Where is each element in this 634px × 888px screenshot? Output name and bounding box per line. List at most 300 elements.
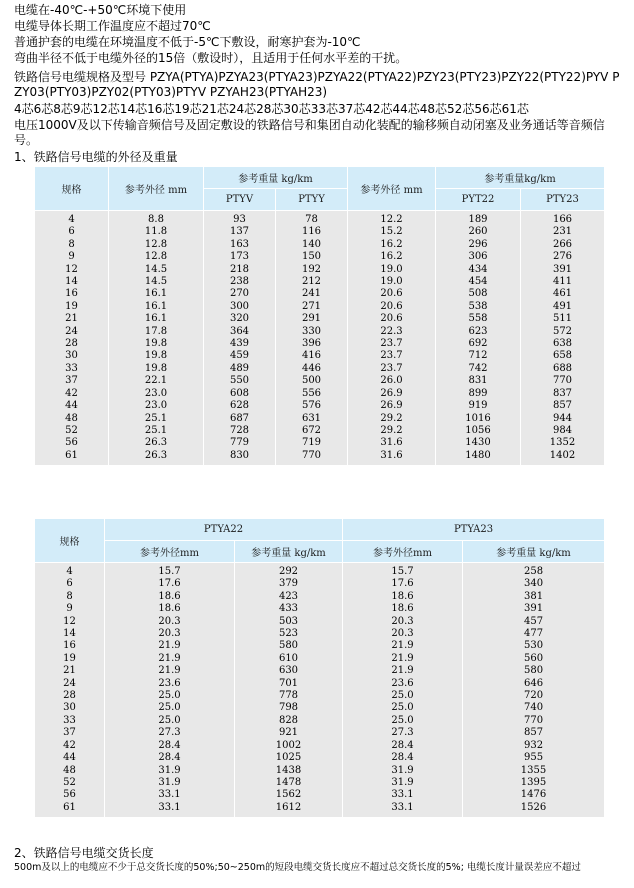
table-cell: 78 — [276, 211, 348, 227]
table-cell: 31.9 — [343, 765, 463, 777]
table-cell: 192 — [276, 264, 348, 276]
table-cell: 21.9 — [343, 640, 463, 652]
table-cell: 1025 — [235, 752, 343, 764]
table-cell: 12 — [35, 264, 109, 276]
table-cell: 687 — [204, 413, 276, 425]
table-cell: 1402 — [521, 450, 605, 465]
table-cell: 742 — [436, 363, 521, 375]
outer-diameter-header: 参考外径 mm — [109, 167, 204, 211]
table-cell: 20.3 — [105, 616, 235, 628]
table-cell: 1430 — [436, 437, 521, 449]
table-row — [35, 363, 605, 375]
table-cell: 27.3 — [105, 727, 235, 739]
table-cell: 16 — [35, 640, 105, 652]
table-cell: 18.6 — [105, 591, 235, 603]
outer-diameter-header-2: 参考外径 mm — [348, 167, 436, 211]
table-cell: 23.7 — [348, 363, 436, 375]
table-cell: 19 — [35, 653, 105, 665]
table-cell: 17.6 — [343, 578, 463, 590]
delivery-length-note: 500m及以上的电缆应不少于总交货长度的50%;50~250m的短段电缆交货长度应不超过总交货长度的5%; 电缆长度计量误差应不超过 — [14, 862, 581, 873]
table-cell: 241 — [276, 288, 348, 300]
table-row — [35, 777, 605, 789]
pty23-header: PTY23 — [521, 189, 605, 211]
table-cell: 20.6 — [348, 313, 436, 325]
table-cell: 550 — [204, 375, 276, 387]
table-cell: 779 — [204, 437, 276, 449]
table-cell: 16.1 — [109, 313, 204, 325]
table-cell: 33.1 — [105, 802, 235, 817]
table-cell: 491 — [521, 301, 605, 313]
table-cell: 28.4 — [105, 752, 235, 764]
table-cell: 25.0 — [105, 690, 235, 702]
table-cell: 20.3 — [343, 628, 463, 640]
weight-header: 参考重量 kg/km — [235, 541, 343, 563]
table-cell: 433 — [235, 603, 343, 615]
ptya22-header: PTYA22 — [105, 519, 343, 541]
table-row — [35, 578, 605, 590]
table-cell: 12 — [35, 616, 105, 628]
table-cell: 770 — [276, 450, 348, 465]
table-cell: 16.1 — [109, 288, 204, 300]
table-cell: 231 — [521, 226, 605, 238]
table-cell: 778 — [235, 690, 343, 702]
table-cell: 623 — [436, 326, 521, 338]
table-cell: 23.7 — [348, 338, 436, 350]
table-cell: 610 — [235, 653, 343, 665]
table-2-body — [35, 563, 605, 818]
table-cell: 364 — [204, 326, 276, 338]
table-row — [35, 740, 605, 752]
table-row — [35, 437, 605, 449]
table-cell: 21.9 — [105, 640, 235, 652]
application-text: 电压1000V及以下传输音频信号及固定敷设的铁路信号和集团自动化装配的输移频自动闭塞及业务通话等音频信号。 — [14, 118, 605, 147]
table-cell: 672 — [276, 425, 348, 437]
diameter-weight-table-1 — [34, 166, 605, 465]
table-row — [35, 301, 605, 313]
section-1-heading: 1、铁路信号电缆的外径及重量 — [14, 150, 178, 164]
table-cell: 508 — [436, 288, 521, 300]
table-cell: 163 — [204, 239, 276, 251]
table-cell: 454 — [436, 276, 521, 288]
table-cell: 166 — [521, 211, 605, 227]
table-row — [35, 425, 605, 437]
table-cell: 31.9 — [105, 765, 235, 777]
table-cell: 26.9 — [348, 388, 436, 400]
table-cell: 19 — [35, 301, 109, 313]
table-cell: 457 — [463, 616, 605, 628]
table-cell: 831 — [436, 375, 521, 387]
table-cell: 44 — [35, 400, 109, 412]
table-cell: 580 — [235, 640, 343, 652]
table-cell: 857 — [521, 400, 605, 412]
table-cell: 137 — [204, 226, 276, 238]
table-cell: 701 — [235, 678, 343, 690]
usage-temperature-text: 电缆在-40℃-+50℃环境下使用 — [14, 3, 187, 17]
table-cell: 26.0 — [348, 375, 436, 387]
table-cell: 61 — [35, 802, 105, 817]
table-cell: 381 — [463, 591, 605, 603]
table-cell: 560 — [463, 653, 605, 665]
table-cell: 919 — [436, 400, 521, 412]
weight-header: 参考重量 kg/km — [204, 167, 348, 189]
table-cell: 692 — [436, 338, 521, 350]
table-cell: 56 — [35, 789, 105, 801]
ptyv-header: PTYV — [204, 189, 276, 211]
table-cell: 8.8 — [109, 211, 204, 227]
table-cell: 1478 — [235, 777, 343, 789]
table-cell: 306 — [436, 251, 521, 263]
table-cell: 434 — [436, 264, 521, 276]
table-cell: 218 — [204, 264, 276, 276]
table-cell: 658 — [521, 350, 605, 362]
table-cell: 21 — [35, 313, 109, 325]
table-cell: 459 — [204, 350, 276, 362]
table-cell: 116 — [276, 226, 348, 238]
table-cell: 8 — [35, 239, 109, 251]
table-cell: 48 — [35, 765, 105, 777]
table-cell: 20.6 — [348, 288, 436, 300]
table-cell: 44 — [35, 752, 105, 764]
table-cell: 899 — [436, 388, 521, 400]
table-cell: 1526 — [463, 802, 605, 817]
table-cell: 14.5 — [109, 276, 204, 288]
table-cell: 1395 — [463, 777, 605, 789]
table-cell: 22.3 — [348, 326, 436, 338]
table-cell: 31.9 — [343, 777, 463, 789]
table-row — [35, 413, 605, 425]
table-row — [35, 226, 605, 238]
table-cell: 720 — [463, 690, 605, 702]
table-row — [35, 239, 605, 251]
table-cell: 30 — [35, 702, 105, 714]
table-row — [35, 338, 605, 350]
table-cell: 23.0 — [109, 400, 204, 412]
table-cell: 61 — [35, 450, 109, 465]
spec-header: 规格 — [35, 167, 109, 211]
table-cell: 798 — [235, 702, 343, 714]
table-cell: 21.9 — [105, 653, 235, 665]
table-cell: 18.6 — [343, 591, 463, 603]
table-cell: 16.2 — [348, 251, 436, 263]
table-cell: 396 — [276, 338, 348, 350]
table-cell: 1476 — [463, 789, 605, 801]
table-cell: 556 — [276, 388, 348, 400]
table-cell: 300 — [204, 301, 276, 313]
table-cell: 33 — [35, 715, 105, 727]
table-cell: 944 — [521, 413, 605, 425]
table-cell: 6 — [35, 226, 109, 238]
table-cell: 837 — [521, 388, 605, 400]
table-cell: 14 — [35, 628, 105, 640]
table-row — [35, 276, 605, 288]
table-cell: 19.0 — [348, 276, 436, 288]
table-cell: 276 — [521, 251, 605, 263]
table-row — [35, 802, 605, 817]
table-cell: 23.6 — [105, 678, 235, 690]
table-cell: 12.8 — [109, 251, 204, 263]
table-row — [35, 765, 605, 777]
table-cell: 8 — [35, 591, 105, 603]
table-cell: 266 — [521, 239, 605, 251]
table-cell: 538 — [436, 301, 521, 313]
table-cell: 270 — [204, 288, 276, 300]
table-cell: 27.3 — [343, 727, 463, 739]
table-cell: 489 — [204, 363, 276, 375]
table-row — [35, 616, 605, 628]
table-cell: 921 — [235, 727, 343, 739]
table-cell: 19.8 — [109, 338, 204, 350]
table-cell: 25.0 — [105, 715, 235, 727]
table-cell: 28 — [35, 690, 105, 702]
table-cell: 23.7 — [348, 350, 436, 362]
table-cell: 21.9 — [343, 653, 463, 665]
table-cell: 93 — [204, 211, 276, 227]
table-cell: 173 — [204, 251, 276, 263]
table-row — [35, 264, 605, 276]
table-cell: 12.8 — [109, 239, 204, 251]
weight-header-2: 参考重量kg/km — [436, 167, 605, 189]
table-cell: 21.9 — [343, 665, 463, 677]
table-cell: 1480 — [436, 450, 521, 465]
table-cell: 56 — [35, 437, 109, 449]
table-1-body — [35, 211, 605, 466]
table-cell: 770 — [463, 715, 605, 727]
table-cell: 638 — [521, 338, 605, 350]
table-cell: 576 — [276, 400, 348, 412]
table-cell: 719 — [276, 437, 348, 449]
table-cell: 140 — [276, 239, 348, 251]
table-cell: 423 — [235, 591, 343, 603]
table-row — [35, 715, 605, 727]
table-cell: 416 — [276, 350, 348, 362]
table-cell: 580 — [463, 665, 605, 677]
table-cell: 503 — [235, 616, 343, 628]
table-cell: 320 — [204, 313, 276, 325]
table-row — [35, 388, 605, 400]
weight-header-2: 参考重量 kg/km — [463, 541, 605, 563]
table-row — [35, 251, 605, 263]
table-row — [35, 563, 605, 579]
table-cell: 511 — [521, 313, 605, 325]
table-cell: 296 — [436, 239, 521, 251]
table-cell: 31.6 — [348, 450, 436, 465]
table-cell: 628 — [204, 400, 276, 412]
table-cell: 31.9 — [105, 777, 235, 789]
table-cell: 330 — [276, 326, 348, 338]
spec-header: 规格 — [35, 519, 105, 563]
table-cell: 830 — [204, 450, 276, 465]
table-cell: 728 — [204, 425, 276, 437]
table-cell: 1562 — [235, 789, 343, 801]
table-cell: 291 — [276, 313, 348, 325]
bending-radius-text: 弯曲半径不低于电缆外径的15倍（敷设时），且适用于任何水平差的干扰。 — [14, 51, 408, 65]
table-cell: 29.2 — [348, 425, 436, 437]
table-row — [35, 727, 605, 739]
table-cell: 42 — [35, 388, 109, 400]
table-row — [35, 326, 605, 338]
table-cell: 608 — [204, 388, 276, 400]
diameter-weight-table-2 — [34, 518, 605, 817]
table-row — [35, 702, 605, 714]
table-cell: 1438 — [235, 765, 343, 777]
table-cell: 28 — [35, 338, 109, 350]
table-cell: 23.0 — [109, 388, 204, 400]
table-cell: 16.2 — [348, 239, 436, 251]
table-cell: 1056 — [436, 425, 521, 437]
table-cell: 28.4 — [105, 740, 235, 752]
ptya23-header: PTYA23 — [343, 519, 605, 541]
table-cell: 33.1 — [343, 789, 463, 801]
table-cell: 828 — [235, 715, 343, 727]
table-row — [35, 313, 605, 325]
table-cell: 26.3 — [109, 437, 204, 449]
table-cell: 260 — [436, 226, 521, 238]
table-cell: 740 — [463, 702, 605, 714]
table-cell: 1016 — [436, 413, 521, 425]
table-cell: 500 — [276, 375, 348, 387]
table-cell: 411 — [521, 276, 605, 288]
table-cell: 24 — [35, 326, 109, 338]
table-cell: 212 — [276, 276, 348, 288]
table-row — [35, 211, 605, 227]
table-cell: 688 — [521, 363, 605, 375]
table-cell: 18.6 — [343, 603, 463, 615]
table-cell: 14.5 — [109, 264, 204, 276]
table-cell: 984 — [521, 425, 605, 437]
table-cell: 15.2 — [348, 226, 436, 238]
table-cell: 9 — [35, 603, 105, 615]
table-cell: 42 — [35, 740, 105, 752]
table-cell: 21 — [35, 665, 105, 677]
table-cell: 37 — [35, 375, 109, 387]
table-cell: 25.1 — [109, 413, 204, 425]
table-cell: 29.2 — [348, 413, 436, 425]
table-cell: 391 — [463, 603, 605, 615]
table-row — [35, 665, 605, 677]
table-cell: 12.2 — [348, 211, 436, 227]
table-cell: 15.7 — [343, 563, 463, 579]
table-cell: 461 — [521, 288, 605, 300]
laying-temperature-text: 普通护套的电缆在环境温度不低于-5℃下敷设，耐寒护套为-10℃ — [14, 35, 361, 49]
table-cell: 932 — [463, 740, 605, 752]
table-cell: 26.9 — [348, 400, 436, 412]
table-cell: 17.8 — [109, 326, 204, 338]
table-cell: 25.0 — [343, 715, 463, 727]
table-cell: 770 — [521, 375, 605, 387]
table-cell: 23.6 — [343, 678, 463, 690]
table-cell: 530 — [463, 640, 605, 652]
pyt22-header: PYT22 — [436, 189, 521, 211]
table-cell: 28.4 — [343, 752, 463, 764]
table-cell: 646 — [463, 678, 605, 690]
core-counts-text: 4芯6芯8芯9芯12芯14芯16芯19芯21芯24芯28芯30芯33芯37芯42芯44芯48芯52芯56芯61芯 — [14, 102, 529, 116]
table-cell: 379 — [235, 578, 343, 590]
table-cell: 6 — [35, 578, 105, 590]
table-cell: 292 — [235, 563, 343, 579]
table-cell: 712 — [436, 350, 521, 362]
table-cell: 15.7 — [105, 563, 235, 579]
table-cell: 238 — [204, 276, 276, 288]
table-cell: 37 — [35, 727, 105, 739]
conductor-temperature-text: 电缆导体长期工作温度应不超过70℃ — [14, 19, 211, 33]
table-cell: 24 — [35, 678, 105, 690]
table-cell: 52 — [35, 425, 109, 437]
table-row — [35, 375, 605, 387]
table-row — [35, 603, 605, 615]
table-cell: 21.9 — [105, 665, 235, 677]
table-row — [35, 640, 605, 652]
table-cell: 16 — [35, 288, 109, 300]
table-row — [35, 690, 605, 702]
table-row — [35, 752, 605, 764]
table-row — [35, 400, 605, 412]
table-cell: 446 — [276, 363, 348, 375]
table-cell: 25.0 — [343, 702, 463, 714]
table-cell: 271 — [276, 301, 348, 313]
table-cell: 18.6 — [105, 603, 235, 615]
table-cell: 19.8 — [109, 350, 204, 362]
table-cell: 9 — [35, 251, 109, 263]
table-cell: 630 — [235, 665, 343, 677]
table-cell: 340 — [463, 578, 605, 590]
table-row — [35, 789, 605, 801]
table-cell: 523 — [235, 628, 343, 640]
table-cell: 14 — [35, 276, 109, 288]
table-cell: 4 — [35, 563, 105, 579]
table-row — [35, 450, 605, 465]
table-cell: 16.1 — [109, 301, 204, 313]
table-cell: 1002 — [235, 740, 343, 752]
table-cell: 33.1 — [105, 789, 235, 801]
table-cell: 19.0 — [348, 264, 436, 276]
table-cell: 26.3 — [109, 450, 204, 465]
outer-diameter-header-2: 参考外径mm — [343, 541, 463, 563]
table-cell: 477 — [463, 628, 605, 640]
table-cell: 19.8 — [109, 363, 204, 375]
table-cell: 33.1 — [343, 802, 463, 817]
table-row — [35, 678, 605, 690]
table-cell: 48 — [35, 413, 109, 425]
table-cell: 150 — [276, 251, 348, 263]
table-cell: 258 — [463, 563, 605, 579]
table-cell: 955 — [463, 752, 605, 764]
section-2-heading: 2、铁路信号电缆交货长度 — [14, 846, 154, 860]
outer-diameter-header: 参考外径mm — [105, 541, 235, 563]
table-cell: 20.3 — [105, 628, 235, 640]
table-row — [35, 628, 605, 640]
table-cell: 558 — [436, 313, 521, 325]
table-row — [35, 591, 605, 603]
table-cell: 31.6 — [348, 437, 436, 449]
table-cell: 4 — [35, 211, 109, 227]
table-cell: 28.4 — [343, 740, 463, 752]
table-cell: 572 — [521, 326, 605, 338]
table-cell: 30 — [35, 350, 109, 362]
table-cell: 17.6 — [105, 578, 235, 590]
table-cell: 391 — [521, 264, 605, 276]
table-row — [35, 653, 605, 665]
table-cell: 20.3 — [343, 616, 463, 628]
table-cell: 1612 — [235, 802, 343, 817]
table-cell: 11.8 — [109, 226, 204, 238]
table-row — [35, 288, 605, 300]
ptyy-header: PTYY — [276, 189, 348, 211]
table-cell: 631 — [276, 413, 348, 425]
table-cell: 52 — [35, 777, 105, 789]
table-cell: 189 — [436, 211, 521, 227]
table-cell: 1352 — [521, 437, 605, 449]
cable-models-text: 铁路信号电缆规格及型号 PZYA(PTYA)PZYA23(PTYA23)PZYA22(PTYA22)PZY23(PTY23)PZY22(PTY22)PYV PZY03(PTY03)PZY02(PTY03)PTYV PZYAH23(PTYAH23) — [14, 70, 620, 99]
